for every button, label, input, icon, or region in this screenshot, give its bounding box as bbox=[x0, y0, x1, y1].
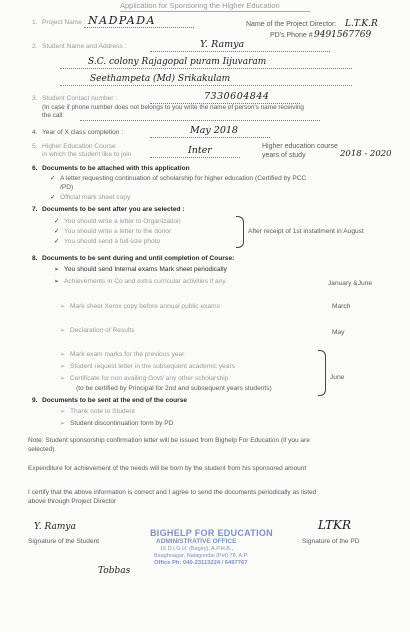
doc-8efgh-when: June bbox=[330, 374, 345, 381]
organization-stamp bbox=[150, 528, 292, 570]
course-value: Inter bbox=[188, 145, 212, 156]
doc-8c-when: March bbox=[332, 303, 351, 310]
item-9-number: 9. bbox=[32, 397, 38, 404]
item-8-number: 8. bbox=[32, 255, 38, 262]
student-name-label: Student Name and Address : bbox=[42, 43, 127, 50]
doc-8b-when: January &June bbox=[328, 280, 372, 287]
note-text-cont: selected) bbox=[28, 446, 55, 453]
doc-8f-text: Student request letter in the subsequent academic years bbox=[70, 363, 235, 370]
doc-8d-when: May bbox=[332, 329, 345, 336]
stamp-line-5: Office Ph: 040-23113224 / 6497767 bbox=[154, 560, 248, 566]
doc-8e-text: Mark exam marks for the previous year bbox=[70, 351, 185, 358]
pd-signature-mark: LTKR bbox=[318, 518, 351, 532]
project-director-label: Name of the Project Director: bbox=[246, 21, 337, 28]
call-receiver-line bbox=[80, 120, 320, 121]
course-years-label-2: years of study bbox=[262, 152, 306, 159]
student-contact-value: 7330604844 bbox=[204, 91, 270, 102]
after-installment-note: After receipt of 1st installment in August bbox=[248, 228, 364, 235]
doc-7a-text: You should write a letter to Organization bbox=[64, 218, 181, 225]
x-completion-line bbox=[150, 137, 270, 138]
doc-8h-text: (to be certified by Principal for 2nd and subsequent years students) bbox=[76, 385, 272, 392]
project-name-value: NADPADA bbox=[88, 14, 156, 27]
doc-6a-text-cont: /PD) bbox=[60, 184, 74, 191]
form-title: Application for Sponsoring the Higher Education bbox=[120, 1, 280, 10]
bullet-8c: ➢ bbox=[60, 304, 66, 310]
item-5-number: 5. bbox=[32, 143, 38, 150]
item-3-number: 3. bbox=[32, 95, 38, 102]
bullet-9b: ➢ bbox=[60, 421, 66, 427]
brace-7 bbox=[236, 216, 244, 248]
student-signature-label: Signature of the Student bbox=[28, 538, 100, 545]
note-text: Note: Student sponsorship confirmation letter will be issued from Bighelp For Education (if you are bbox=[28, 437, 310, 444]
bottom-handwritten-mark: Tobbas bbox=[98, 566, 131, 576]
certify-text: I certify that the above information is correct and I agree to send the documents periodically as listed bbox=[28, 489, 317, 496]
doc-9b-text: Student discontinuation form by PD bbox=[70, 420, 174, 427]
address-line-1-underline bbox=[60, 68, 352, 69]
brace-8 bbox=[318, 350, 326, 396]
bullet-6a: ✓ bbox=[50, 175, 56, 182]
item-1-number: 1. bbox=[32, 19, 38, 26]
student-name-value: Y. Ramya bbox=[200, 39, 245, 50]
doc-8b-text: Achievements in Co and extra curricular activities if any bbox=[64, 278, 226, 285]
documents-after-selection-heading: Documents to be sent after you are selected : bbox=[42, 206, 185, 213]
doc-7b-text: You should write a letter to the donor bbox=[64, 228, 172, 235]
doc-6b-text: Official mark sheet copy bbox=[60, 194, 131, 201]
bullet-9a: ➢ bbox=[60, 409, 66, 415]
item-6-number: 6. bbox=[32, 165, 38, 172]
doc-6a-text: A letter requesting continuation of scholarship for higher education (Certified by PCC bbox=[60, 175, 307, 182]
item-7-number: 7. bbox=[32, 206, 38, 213]
course-label: Higher Education Course bbox=[42, 143, 116, 150]
x-completion-label: Year of X class completion : bbox=[42, 129, 124, 136]
pd-phone-label: PD's Phone # bbox=[270, 32, 313, 39]
course-line bbox=[150, 157, 240, 158]
student-name-line bbox=[150, 51, 330, 52]
documents-during-course-heading: Documents to be sent during and until completion of Course: bbox=[42, 255, 235, 262]
documents-attached-heading: Documents to be attached with this application bbox=[42, 165, 190, 172]
certify-text-cont: above through Project Director bbox=[28, 498, 117, 505]
bullet-8b: ➢ bbox=[54, 279, 60, 285]
student-contact-label: Student Contact number : bbox=[42, 95, 118, 102]
documents-end-course-heading: Documents to be sent at the end of the course bbox=[42, 397, 188, 404]
stamp-line-4: Baaghnagar, Nalagondai (Pet) 78, A.P. bbox=[154, 553, 249, 559]
doc-7c-text: You should send a full size photo bbox=[64, 238, 161, 245]
title-underline bbox=[120, 11, 310, 12]
doc-8a-text: You should send Internal exams Mark sheet periodically bbox=[64, 266, 227, 273]
course-years-label-1: Higher education course bbox=[262, 143, 338, 150]
student-address-line-2: Seethampeta (Md) Srikakulam bbox=[90, 74, 231, 84]
bullet-6b: ✓ bbox=[50, 194, 56, 201]
doc-9a-text: Thank note to Student bbox=[70, 408, 135, 415]
doc-8d-text: Declaration of Results bbox=[70, 327, 135, 334]
student-address-line-1: S.C. colony Rajagopal puram Iijuvaram bbox=[88, 57, 267, 67]
bullet-7c: ✓ bbox=[54, 238, 60, 245]
stamp-line-3: 16 D.I.G.H. (Bagiry), A.P.H.B., bbox=[160, 546, 233, 552]
contact-note-line-2: the call: bbox=[42, 112, 65, 119]
project-name-line bbox=[84, 27, 194, 28]
x-completion-value: May 2018 bbox=[190, 125, 238, 136]
bullet-8f: ➢ bbox=[60, 364, 66, 370]
bullet-8e: ➢ bbox=[60, 352, 66, 358]
stamp-line-1: BIGHELP FOR EDUCATION bbox=[150, 528, 273, 538]
pd-phone-value: 9491567769 bbox=[314, 30, 372, 40]
bullet-7a: ✓ bbox=[54, 218, 60, 225]
item-2-number: 2. bbox=[32, 43, 38, 50]
doc-8g-text: Certificate for non availing Govt/ any other scholarship bbox=[70, 375, 229, 382]
course-years-value: 2018 - 2020 bbox=[340, 149, 392, 159]
course-label-line-2: in which the student like to join bbox=[42, 151, 132, 158]
bullet-7b: ✓ bbox=[54, 228, 60, 235]
bullet-8d: ➢ bbox=[60, 328, 66, 334]
doc-8c-text: Mark sheet Xerox copy before annual public exams bbox=[70, 303, 220, 310]
address-line-2-underline bbox=[60, 85, 352, 86]
bullet-8a: ➢ bbox=[54, 267, 60, 273]
bullet-8g: ➢ bbox=[60, 376, 66, 382]
expenditure-text: Expenditure for achievement of the needs will be born by the student from his sponsored amount bbox=[28, 465, 307, 472]
contact-note-line-1: (In case if phone number does not belongs to you write the name of person's name receiving bbox=[42, 104, 304, 111]
project-name-label: Project Name : bbox=[42, 19, 86, 26]
stamp-line-2: ADMINISTRATIVE OFFICE bbox=[156, 538, 237, 545]
project-director-value: L.T.K.R bbox=[345, 19, 378, 29]
pd-signature-label: Signature of the PD bbox=[302, 538, 360, 545]
student-signature-mark: Y. Ramya bbox=[34, 522, 76, 532]
item-4-number: 4. bbox=[32, 129, 38, 136]
